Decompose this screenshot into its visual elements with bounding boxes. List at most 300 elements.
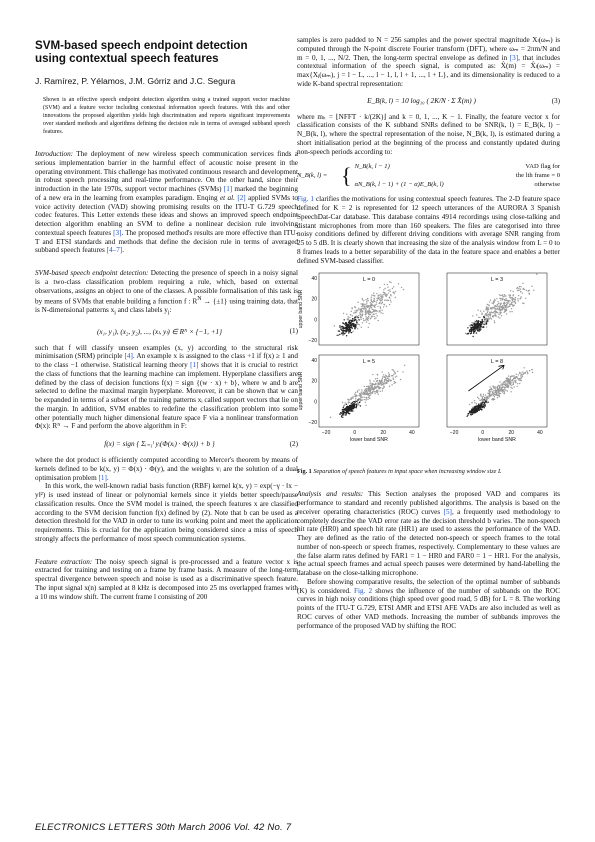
- speech-point: [350, 315, 351, 316]
- citation-link[interactable]: [2]: [237, 193, 246, 202]
- speech-point: [485, 314, 486, 315]
- speech-point: [374, 318, 375, 319]
- nonspeech-point: [472, 412, 473, 413]
- speech-point: [366, 386, 367, 387]
- speech-point: [511, 302, 512, 303]
- speech-point: [524, 367, 525, 368]
- nonspeech-point: [340, 329, 341, 330]
- speech-point: [361, 312, 362, 313]
- speech-point: [343, 313, 344, 314]
- nonspeech-point: [350, 331, 351, 332]
- nonspeech-point: [476, 333, 477, 334]
- speech-point: [511, 311, 512, 312]
- speech-point: [518, 300, 519, 301]
- right-text-3: clarifies the motivations for using contextual speech features. The 2-D feature space defined for K = 2 is represented for 12 speech utterances of the AURORA 3 Spanish SpeechDat-Car database. This database contains 4914 recordings using close-talking and distant microphones from more than 160 speakers. The files are categorised into three noisy conditions defined by different driving conditions with average SNR ranging from 25 to 5 dB. It is clearly shown that increasing the size of the analysis window from L = 0 to 8 frames leads to a better separability of the data in the feature space and enables a better defined SVM-based classifier.: [297, 195, 560, 265]
- svm-text-a4: :: [169, 306, 172, 315]
- nonspeech-point: [480, 407, 481, 408]
- citation-link[interactable]: [1]: [190, 361, 199, 370]
- speech-point: [394, 383, 395, 384]
- nonspeech-point: [350, 411, 351, 412]
- speech-point: [363, 300, 364, 301]
- speech-point: [376, 304, 377, 305]
- speech-point: [390, 300, 391, 301]
- speech-point: [506, 386, 507, 387]
- speech-point: [395, 297, 396, 298]
- case-1-expr: N_B(k, l − 1): [354, 163, 390, 171]
- speech-point: [330, 417, 331, 418]
- nonspeech-point: [354, 328, 355, 329]
- nonspeech-point: [351, 321, 352, 322]
- speech-point: [489, 312, 490, 313]
- speech-point: [491, 399, 492, 400]
- speech-point: [522, 303, 523, 304]
- nonspeech-point: [343, 411, 344, 412]
- speech-point: [401, 287, 402, 288]
- speech-point: [378, 383, 379, 384]
- speech-point: [365, 316, 366, 317]
- journal-footer: ELECTRONICS LETTERS 30th March 2006 Vol. 42 No. 7: [35, 822, 292, 833]
- speech-point: [385, 300, 386, 301]
- speech-point: [362, 397, 363, 398]
- speech-point: [383, 386, 384, 387]
- speech-point: [491, 303, 492, 304]
- speech-point: [492, 386, 493, 387]
- speech-point: [386, 306, 387, 307]
- speech-point: [484, 398, 485, 399]
- nonspeech-point: [342, 409, 343, 410]
- x-tick-label: 0: [353, 430, 357, 437]
- speech-point: [497, 301, 498, 302]
- results-paragraph: [297, 490, 560, 578]
- speech-point: [489, 387, 490, 388]
- citation-link[interactable]: [4–7]: [106, 246, 123, 255]
- speech-point: [358, 404, 359, 405]
- speech-point: [389, 289, 390, 290]
- nonspeech-point: [354, 320, 355, 321]
- nonspeech-point: [344, 319, 345, 320]
- speech-point: [378, 387, 379, 388]
- speech-point: [361, 327, 362, 328]
- panel-label: L = 8: [490, 359, 504, 366]
- nonspeech-point: [351, 332, 352, 333]
- nonspeech-point: [473, 333, 474, 334]
- figure-link[interactable]: Fig. 1: [297, 195, 314, 204]
- speech-point: [348, 316, 349, 317]
- speech-point: [513, 375, 514, 376]
- speech-point: [386, 294, 387, 295]
- speech-point: [499, 306, 500, 307]
- speech-point: [471, 322, 472, 323]
- speech-point: [527, 291, 528, 292]
- speech-point: [352, 315, 353, 316]
- speech-point: [365, 320, 366, 321]
- speech-point: [380, 294, 381, 295]
- scatter-figure: [297, 269, 560, 457]
- speech-point: [393, 371, 394, 372]
- speech-point: [496, 298, 497, 299]
- speech-point: [367, 319, 368, 320]
- speech-point: [389, 386, 390, 387]
- speech-point: [513, 384, 514, 385]
- speech-point: [495, 315, 496, 316]
- figure-link[interactable]: Fig. 2: [354, 586, 373, 595]
- nonspeech-point: [483, 316, 484, 317]
- nonspeech-point: [485, 401, 486, 402]
- nonspeech-point: [475, 321, 476, 322]
- speech-point: [523, 373, 524, 374]
- speech-point: [517, 290, 518, 291]
- nonspeech-point: [360, 406, 361, 407]
- speech-point: [387, 378, 388, 379]
- speech-point: [364, 393, 365, 394]
- speech-point: [388, 300, 389, 301]
- nonspeech-point: [476, 320, 477, 321]
- speech-point: [371, 305, 372, 306]
- speech-point: [500, 313, 501, 314]
- speech-point: [383, 289, 384, 290]
- speech-point: [491, 312, 492, 313]
- nonspeech-point: [356, 322, 357, 323]
- speech-point: [354, 310, 355, 311]
- nonspeech-point: [343, 413, 344, 414]
- results-heading: Analysis and results:: [297, 490, 364, 499]
- speech-point: [493, 315, 494, 316]
- nonspeech-point: [355, 325, 356, 326]
- speech-point: [352, 331, 353, 332]
- speech-point: [360, 319, 361, 320]
- nonspeech-point: [345, 408, 346, 409]
- speech-point: [393, 374, 394, 375]
- speech-point: [352, 398, 353, 399]
- citation-link[interactable]: [1]: [98, 473, 107, 482]
- speech-point: [390, 381, 391, 382]
- speech-point: [502, 384, 503, 385]
- speech-point: [368, 391, 369, 392]
- speech-point: [365, 299, 366, 300]
- nonspeech-point: [485, 406, 486, 407]
- svm-text-b3: shows that it is crucial to restrict the class of functions that the learning machine can implement. Hyperplane classifiers are defined by the class of decision functions f(x) = sign {(w · x) + b}, where w and b are selected to define the maximal margin hyperplane. Moreover, it can be shown that w can be expanded in terms of a subset of the training patterns xᵢ called support vectors that lie on the margin. In addition, SVM enables to redefine the classification problem into some other potentially much higher dimensional feature space F via a nonlinear transformation Φ(x): Rᴺ → F and perform the above algorithm in F:: [35, 361, 298, 431]
- y-tick-label: 40: [311, 358, 317, 365]
- speech-point: [492, 393, 493, 394]
- speech-point: [365, 310, 366, 311]
- speech-point: [358, 315, 359, 316]
- speech-point: [370, 302, 371, 303]
- speech-point: [498, 306, 499, 307]
- nonspeech-point: [480, 322, 481, 323]
- speech-point: [487, 304, 488, 305]
- y-tick-label: 0: [314, 317, 317, 324]
- svm-text-a2: → {±1} using training data, that is N-dimensional patterns x: [35, 297, 298, 315]
- speech-point: [393, 379, 394, 380]
- speech-point: [366, 318, 367, 319]
- speech-point: [501, 315, 502, 316]
- speech-point: [499, 396, 500, 397]
- case-1-cond2: the lth frame = 0: [516, 172, 560, 180]
- speech-point: [491, 309, 492, 310]
- speech-point: [499, 318, 500, 319]
- intro-etal: et al.: [219, 193, 235, 202]
- speech-point: [380, 308, 381, 309]
- speech-point: [370, 390, 371, 391]
- speech-point: [472, 315, 473, 316]
- speech-point: [508, 381, 509, 382]
- speech-point: [512, 376, 513, 377]
- speech-point: [497, 389, 498, 390]
- nonspeech-point: [337, 335, 338, 336]
- nonspeech-point: [472, 408, 473, 409]
- results-text-a: This Section analyses the proposed VAD and compares its performance to standard and recently published algorithms. The analysis is based on the receiver operating characteristics (ROC) curves: [297, 490, 560, 516]
- speech-point: [402, 371, 403, 372]
- speech-point: [342, 402, 343, 403]
- x-tick-label: −20: [321, 430, 331, 437]
- speech-point: [469, 404, 470, 405]
- speech-point: [502, 299, 503, 300]
- speech-point: [520, 291, 521, 292]
- speech-point: [522, 374, 523, 375]
- speech-point: [504, 294, 505, 295]
- speech-point: [389, 291, 390, 292]
- brace-glyph: {: [341, 162, 352, 188]
- speech-point: [395, 291, 396, 292]
- speech-point: [476, 403, 477, 404]
- speech-point: [373, 293, 374, 294]
- nonspeech-point: [479, 329, 480, 330]
- speech-point: [486, 306, 487, 307]
- speech-point: [357, 391, 358, 392]
- equation-3-number: (3): [551, 96, 560, 105]
- speech-point: [511, 385, 512, 386]
- speech-point: [372, 309, 373, 310]
- speech-point: [362, 393, 363, 394]
- nonspeech-point: [346, 410, 347, 411]
- speech-point: [486, 327, 487, 328]
- speech-point: [490, 317, 491, 318]
- feature-text: The noisy speech signal is pre-processed and a feature vector x is extracted for training and testing on a frame by frame basis. A measure of the long-term spectral divergence between speech and noise is used as a discriminative speech feature. The input signal x(n) sampled at 8 kHz is decomposed into 25 ms overlapped frames with a 10 ms window shift. The current frame l consisting of 200: [35, 557, 298, 601]
- speech-point: [385, 377, 386, 378]
- speech-point: [355, 395, 356, 396]
- citation-link[interactable]: [1]: [223, 185, 233, 193]
- case-row-1b: [355, 171, 560, 180]
- speech-point: [364, 306, 365, 307]
- nonspeech-point: [470, 325, 471, 326]
- speech-point: [366, 301, 367, 302]
- speech-point: [364, 397, 365, 398]
- speech-point: [508, 376, 509, 377]
- nonspeech-point: [357, 317, 358, 318]
- speech-point: [362, 310, 363, 311]
- speech-point: [487, 398, 488, 399]
- speech-point: [398, 283, 399, 284]
- speech-point: [380, 300, 381, 301]
- citation-link[interactable]: [4]: [124, 352, 133, 361]
- speech-point: [510, 376, 511, 377]
- intro-text-b: marked the beginning of a new era in the learning from examples paradigm. Enqing: [35, 185, 298, 202]
- speech-point: [392, 375, 393, 376]
- speech-point: [514, 300, 515, 301]
- speech-point: [474, 402, 475, 403]
- speech-point: [533, 290, 534, 291]
- speech-point: [495, 388, 496, 389]
- speech-point: [400, 379, 401, 380]
- nonspeech-point: [469, 330, 470, 331]
- speech-point: [389, 376, 390, 377]
- speech-point: [379, 299, 380, 300]
- feature-paragraph: [35, 558, 298, 602]
- nonspeech-point: [476, 327, 477, 328]
- nonspeech-point: [354, 404, 355, 405]
- speech-point: [387, 284, 388, 285]
- speech-point: [469, 325, 470, 326]
- nonspeech-point: [346, 325, 347, 326]
- nonspeech-point: [487, 402, 488, 403]
- speech-point: [517, 383, 518, 384]
- speech-point: [498, 309, 499, 310]
- speech-point: [351, 311, 352, 312]
- speech-point: [372, 392, 373, 393]
- y-axis-label: upper band SNR: [298, 371, 304, 411]
- speech-point: [368, 310, 369, 311]
- speech-point: [515, 378, 516, 379]
- nonspeech-point: [479, 328, 480, 329]
- citation-link[interactable]: [5]: [443, 507, 452, 516]
- speech-point: [370, 300, 371, 301]
- speech-point: [366, 322, 367, 323]
- speech-point: [371, 388, 372, 389]
- speech-point: [489, 396, 490, 397]
- right-paragraph-2: where mₖ = ⌊NFFT · k/(2K)⌋ and k = 0, 1, ..., K − 1. Finally, the feature vector x for classification consists of the K subband SNRs defined to be SNR(k, l) = E_B(k, l) − N_B(k, l), where the spectral representation of the noise, N_B(k, l), is estimated during a short initialisation period at the beginning of the process and constantly updated during non-speech periods according to:: [297, 112, 560, 156]
- right-text-1b: , that includes contextual information of the speech signal, is computed as: X̂(m) = X̂ₗ(ωₘ) = max{Xⱼ(ωₘ), j = l − L, ..., l − 1, l, l + 1, ..., l + L}, and its dimensionality is reduced to a wide K-band spectral representation:: [297, 53, 560, 88]
- nonspeech-point: [339, 331, 340, 332]
- speech-point: [382, 372, 383, 373]
- nonspeech-point: [472, 336, 473, 337]
- svm-text-c2: .: [106, 473, 109, 482]
- speech-point: [362, 299, 363, 300]
- speech-point: [513, 294, 514, 295]
- speech-point: [387, 287, 388, 288]
- speech-point: [379, 287, 380, 288]
- nonspeech-point: [475, 406, 476, 407]
- speech-point: [374, 305, 375, 306]
- speech-point: [373, 314, 374, 315]
- speech-point: [479, 317, 480, 318]
- nonspeech-point: [352, 409, 353, 410]
- speech-point: [384, 284, 385, 285]
- speech-point: [373, 301, 374, 302]
- speech-point: [393, 370, 394, 371]
- citation-link[interactable]: [3]: [509, 53, 519, 62]
- speech-point: [512, 301, 513, 302]
- speech-point: [500, 298, 501, 299]
- y-tick-label: 20: [311, 296, 317, 303]
- speech-point: [516, 374, 517, 375]
- speech-point: [494, 300, 495, 301]
- speech-point: [386, 296, 387, 297]
- cases-lhs: N_B(k, l) =: [297, 172, 328, 180]
- speech-point: [365, 314, 366, 315]
- speech-point: [371, 297, 372, 298]
- speech-point: [506, 302, 507, 303]
- figure-1: [297, 269, 560, 462]
- speech-point: [508, 301, 509, 302]
- svm-heading: SVM-based speech endpoint detection:: [35, 269, 149, 277]
- nonspeech-point: [470, 331, 471, 332]
- nonspeech-point: [350, 406, 351, 407]
- speech-point: [361, 306, 362, 307]
- x-axis-label: lower band SNR: [350, 437, 388, 444]
- title-line-2: using contextual speech features: [35, 52, 219, 65]
- nonspeech-point: [471, 409, 472, 410]
- y-tick-label: 20: [311, 378, 317, 385]
- speech-point: [536, 274, 537, 275]
- nonspeech-point: [475, 324, 476, 325]
- speech-point: [360, 311, 361, 312]
- y-tick-label: 40: [311, 276, 317, 283]
- speech-point: [362, 392, 363, 393]
- speech-point: [380, 296, 381, 297]
- nonspeech-point: [480, 326, 481, 327]
- speech-point: [477, 310, 478, 311]
- speech-point: [504, 299, 505, 300]
- speech-point: [511, 308, 512, 309]
- speech-point: [510, 391, 511, 392]
- speech-point: [364, 399, 365, 400]
- speech-point: [484, 321, 485, 322]
- speech-point: [471, 402, 472, 403]
- nonspeech-point: [470, 414, 471, 415]
- speech-point: [507, 382, 508, 383]
- nonspeech-point: [351, 403, 352, 404]
- speech-point: [527, 373, 528, 374]
- speech-point: [377, 306, 378, 307]
- citation-link[interactable]: [3]: [113, 228, 122, 237]
- speech-point: [360, 396, 361, 397]
- nonspeech-point: [339, 414, 340, 415]
- speech-point: [510, 297, 511, 298]
- nonspeech-point: [356, 405, 357, 406]
- speech-point: [503, 312, 504, 313]
- speech-point: [381, 382, 382, 383]
- speech-point: [386, 383, 387, 384]
- y-axis-label: upper band SNR: [298, 289, 304, 329]
- speech-point: [377, 374, 378, 375]
- speech-point: [376, 387, 377, 388]
- nonspeech-point: [481, 409, 482, 410]
- caption-label: Fig. 1: [297, 468, 312, 476]
- speech-point: [395, 377, 396, 378]
- nonspeech-point: [357, 400, 358, 401]
- nonspeech-point: [473, 409, 474, 410]
- y-tick-label: 0: [314, 399, 317, 406]
- speech-point: [362, 298, 363, 299]
- speech-point: [362, 313, 363, 314]
- speech-point: [377, 394, 378, 395]
- nonspeech-point: [343, 323, 344, 324]
- nonspeech-point: [486, 321, 487, 322]
- speech-point: [363, 318, 364, 319]
- speech-point: [385, 294, 386, 295]
- equation-2-body: f(x) = sign { Σᵢ₌₁ˡ yᵢ(Φ(xᵢ) · Φ(x)) + b }: [104, 440, 215, 449]
- nonspeech-point: [482, 319, 483, 320]
- speech-point: [504, 303, 505, 304]
- speech-point: [373, 305, 374, 306]
- speech-point: [367, 305, 368, 306]
- speech-point: [404, 365, 405, 366]
- nonspeech-point: [484, 407, 485, 408]
- nonspeech-point: [469, 411, 470, 412]
- speech-point: [487, 393, 488, 394]
- speech-point: [364, 386, 365, 387]
- speech-point: [496, 306, 497, 307]
